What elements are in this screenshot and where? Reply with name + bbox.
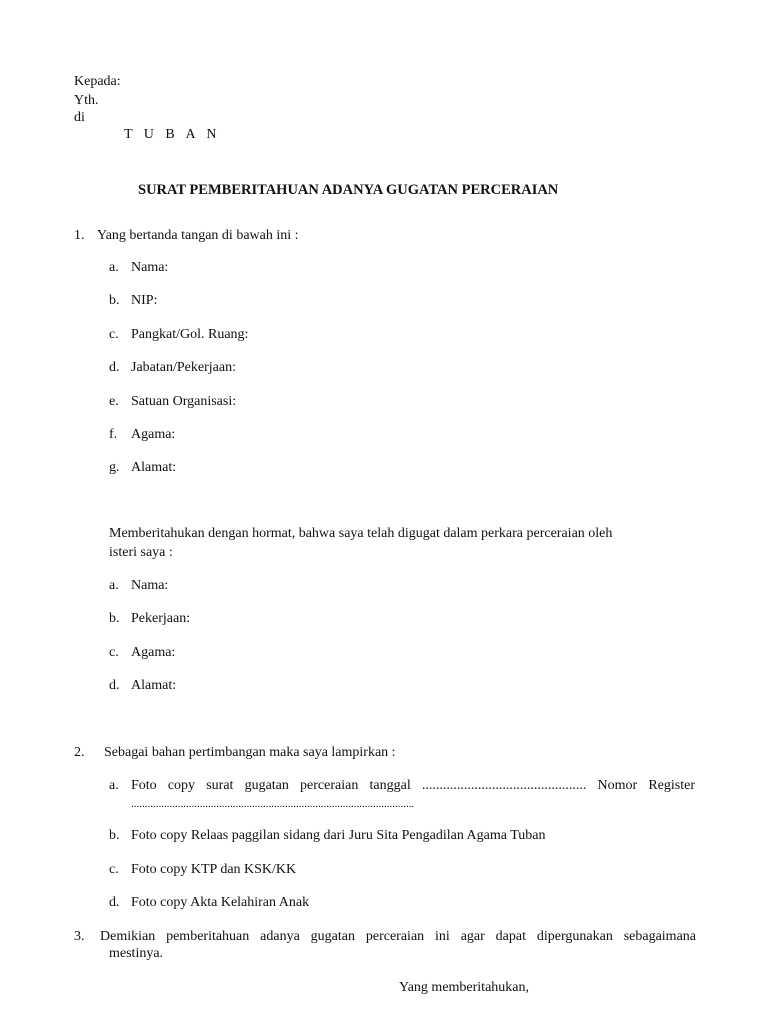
section3-line1: Demikian pemberitahuan adanya gugatan perceraian ini agar dapat dipergunakan sebagaimana bbox=[100, 929, 696, 944]
list-item-letter: a. bbox=[109, 578, 119, 593]
address-yth: Yth. bbox=[74, 93, 99, 108]
list-item-letter: d. bbox=[109, 360, 120, 375]
field-jabatan: Jabatan/Pekerjaan: bbox=[131, 360, 236, 375]
field-pangkat: Pangkat/Gol. Ruang: bbox=[131, 327, 249, 342]
attachment-gugatan-line1: Foto copy surat gugatan perceraian tanggal ............................................... Nomor Register bbox=[131, 778, 695, 793]
field-satuan-organisasi: Satuan Organisasi: bbox=[131, 394, 237, 409]
closing-signoff: Yang memberitahukan, bbox=[399, 980, 529, 995]
field-nip: NIP: bbox=[131, 293, 158, 308]
list-item-letter: e. bbox=[109, 394, 119, 409]
spouse-field-nama: Nama: bbox=[131, 578, 169, 593]
section1-number: 1. bbox=[74, 228, 85, 243]
address-di: di bbox=[74, 110, 85, 125]
spouse-field-pekerjaan: Pekerjaan: bbox=[131, 611, 191, 626]
address-city: T U B A N bbox=[124, 127, 221, 142]
attachment-ktp: Foto copy KTP dan KSK/KK bbox=[131, 862, 297, 877]
attachment-relaas: Foto copy Relaas paggilan sidang dari Juru Sita Pengadilan Agama Tuban bbox=[131, 828, 546, 843]
list-item-letter: f. bbox=[109, 427, 118, 442]
field-agama: Agama: bbox=[131, 427, 176, 442]
list-item-letter: c. bbox=[109, 862, 119, 877]
list-item-letter: a. bbox=[109, 260, 119, 275]
list-item-letter: d. bbox=[109, 678, 120, 693]
list-item-letter: b. bbox=[109, 828, 120, 843]
list-item-letter: a. bbox=[109, 778, 119, 793]
list-item-letter: d. bbox=[109, 895, 120, 910]
attachment-gugatan-line2: ....................................................................................................... bbox=[131, 798, 415, 810]
section2-heading: Sebagai bahan pertimbangan maka saya lampirkan : bbox=[104, 745, 396, 760]
spouse-field-agama: Agama: bbox=[131, 645, 176, 660]
address-to: Kepada: bbox=[74, 74, 121, 89]
list-item-letter: b. bbox=[109, 293, 120, 308]
notice-paragraph-line2: isteri saya : bbox=[109, 545, 173, 560]
list-item-letter: c. bbox=[109, 645, 119, 660]
section3-line2: mestinya. bbox=[109, 946, 164, 961]
attachment-akta: Foto copy Akta Kelahiran Anak bbox=[131, 895, 310, 910]
field-nama: Nama: bbox=[131, 260, 169, 275]
field-alamat: Alamat: bbox=[131, 460, 177, 475]
spouse-field-alamat: Alamat: bbox=[131, 678, 177, 693]
section3-number: 3. bbox=[74, 929, 85, 944]
list-item-letter: c. bbox=[109, 327, 119, 342]
list-item-letter: b. bbox=[109, 611, 120, 626]
section2-number: 2. bbox=[74, 745, 85, 760]
notice-paragraph-line1: Memberitahukan dengan hormat, bahwa saya telah digugat dalam perkara perceraian oleh bbox=[109, 526, 613, 541]
letter-title: SURAT PEMBERITAHUAN ADANYA GUGATAN PERCERAIAN bbox=[138, 182, 559, 198]
list-item-letter: g. bbox=[109, 460, 120, 475]
section1-heading: Yang bertanda tangan di bawah ini : bbox=[97, 228, 299, 243]
